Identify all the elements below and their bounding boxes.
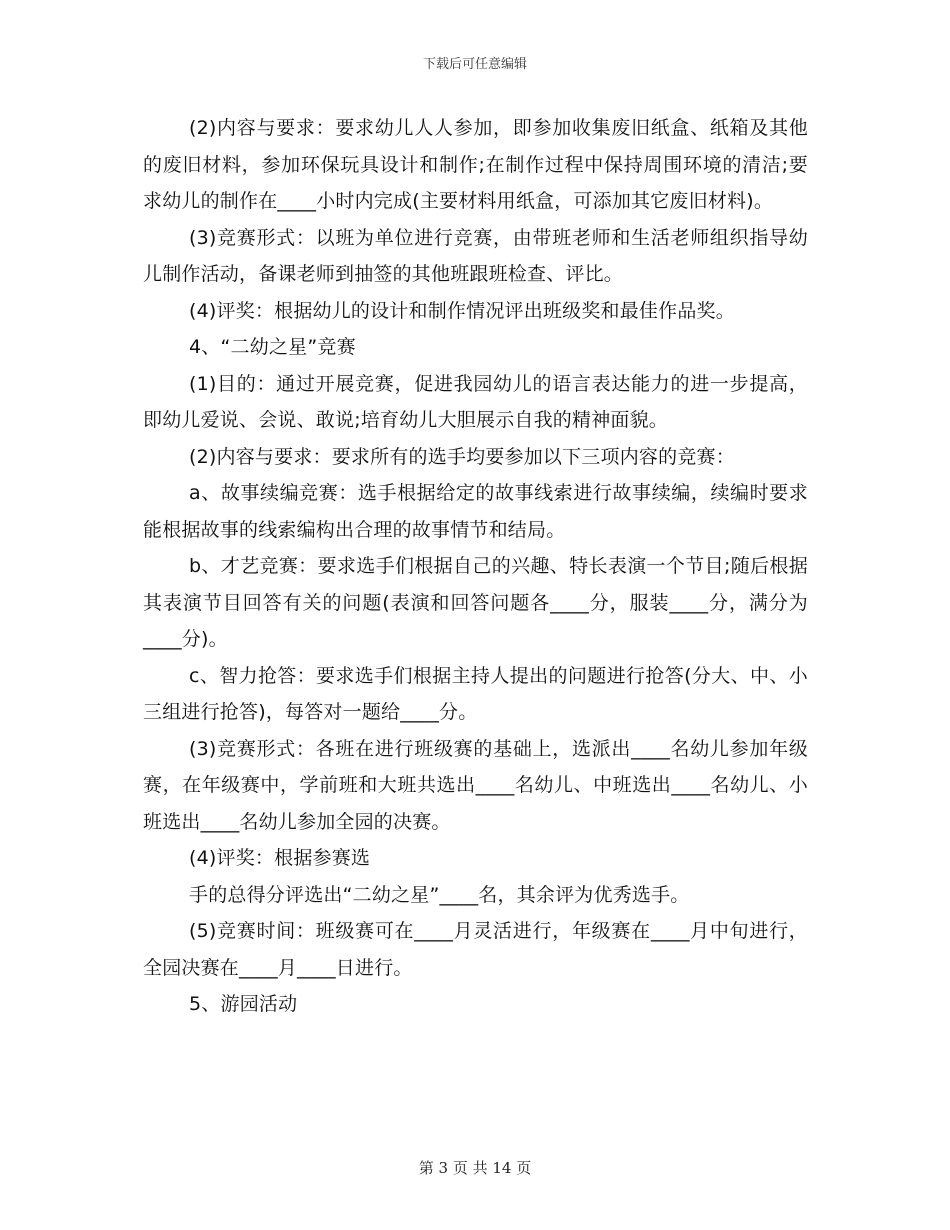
- document-body: [143, 110, 808, 1023]
- section-heading-garden-activity: 5、游园活动: [189, 993, 298, 1015]
- paragraph-talent-show: b、才艺竞赛：要求选手们根据自己的兴趣、特长表演一个节目;随后根据其表演节目回答有关的问题(表演和回答问题各____分，服装____分，满分为____分)。: [143, 555, 808, 650]
- paragraph-competition-time: (5)竞赛时间：班级赛可在____月灵活进行，年级赛在____月中旬进行，全园决赛在____月____日进行。: [143, 920, 808, 979]
- section-heading-star-competition: 4、“二幼之星”竞赛: [189, 336, 356, 358]
- page-header: 下载后可任意编辑: [422, 57, 527, 72]
- paragraph-awards-2: (4)评奖：根据参赛选: [189, 847, 371, 869]
- page-footer: 第 3 页 共 14 页: [418, 1159, 532, 1177]
- paragraph-competition-format-2: (3)竞赛形式：各班在进行班级赛的基础上，选派出____名幼儿参加年级赛，在年级赛中，学前班和大班共选出____名幼儿、中班选出____名幼儿、小班选出____名幼儿参加全园的决赛。: [143, 737, 808, 833]
- paragraph-content-requirements: (2)内容与要求：要求幼儿人人参加，即参加收集废旧纸盒、纸箱及其他的废旧材料，参加环保玩具设计和制作;在制作过程中保持周围环境的清洁;要求幼儿的制作在____小时内完成(主要材料用纸盒，可添加其它废旧材料)。: [143, 117, 808, 212]
- paragraph-awards: (4)评奖：根据幼儿的设计和制作情况评出班级奖和最佳作品奖。: [189, 299, 735, 322]
- paragraph-content-requirements-2: (2)内容与要求：要求所有的选手均要参加以下三项内容的竞赛：: [189, 445, 735, 468]
- paragraph-story-continuation: a、故事续编竞赛：选手根据给定的故事线索进行故事续编，续编时要求能根据故事的线索编构出合理的故事情节和结局。: [143, 482, 808, 541]
- paragraph-competition-format: (3)竞赛形式：以班为单位进行竞赛，由带班老师和生活老师组织指导幼儿制作活动，备课老师到抽签的其他班跟班检查、评比。: [143, 226, 808, 285]
- paragraph-purpose: (1)目的：通过开展竞赛，促进我园幼儿的语言表达能力的进一步提高，即幼儿爱说、会说、敢说;培育幼儿大胆展示自我的精神面貌。: [143, 372, 808, 431]
- paragraph-quiz: c、智力抢答：要求选手们根据主持人提出的问题进行抢答(分大、中、小三组进行抢答)，每答对一题给____分。: [143, 664, 808, 723]
- paragraph-awards-continued: 手的总得分评选出“二幼之星”____名，其余评为优秀选手。: [189, 883, 690, 906]
